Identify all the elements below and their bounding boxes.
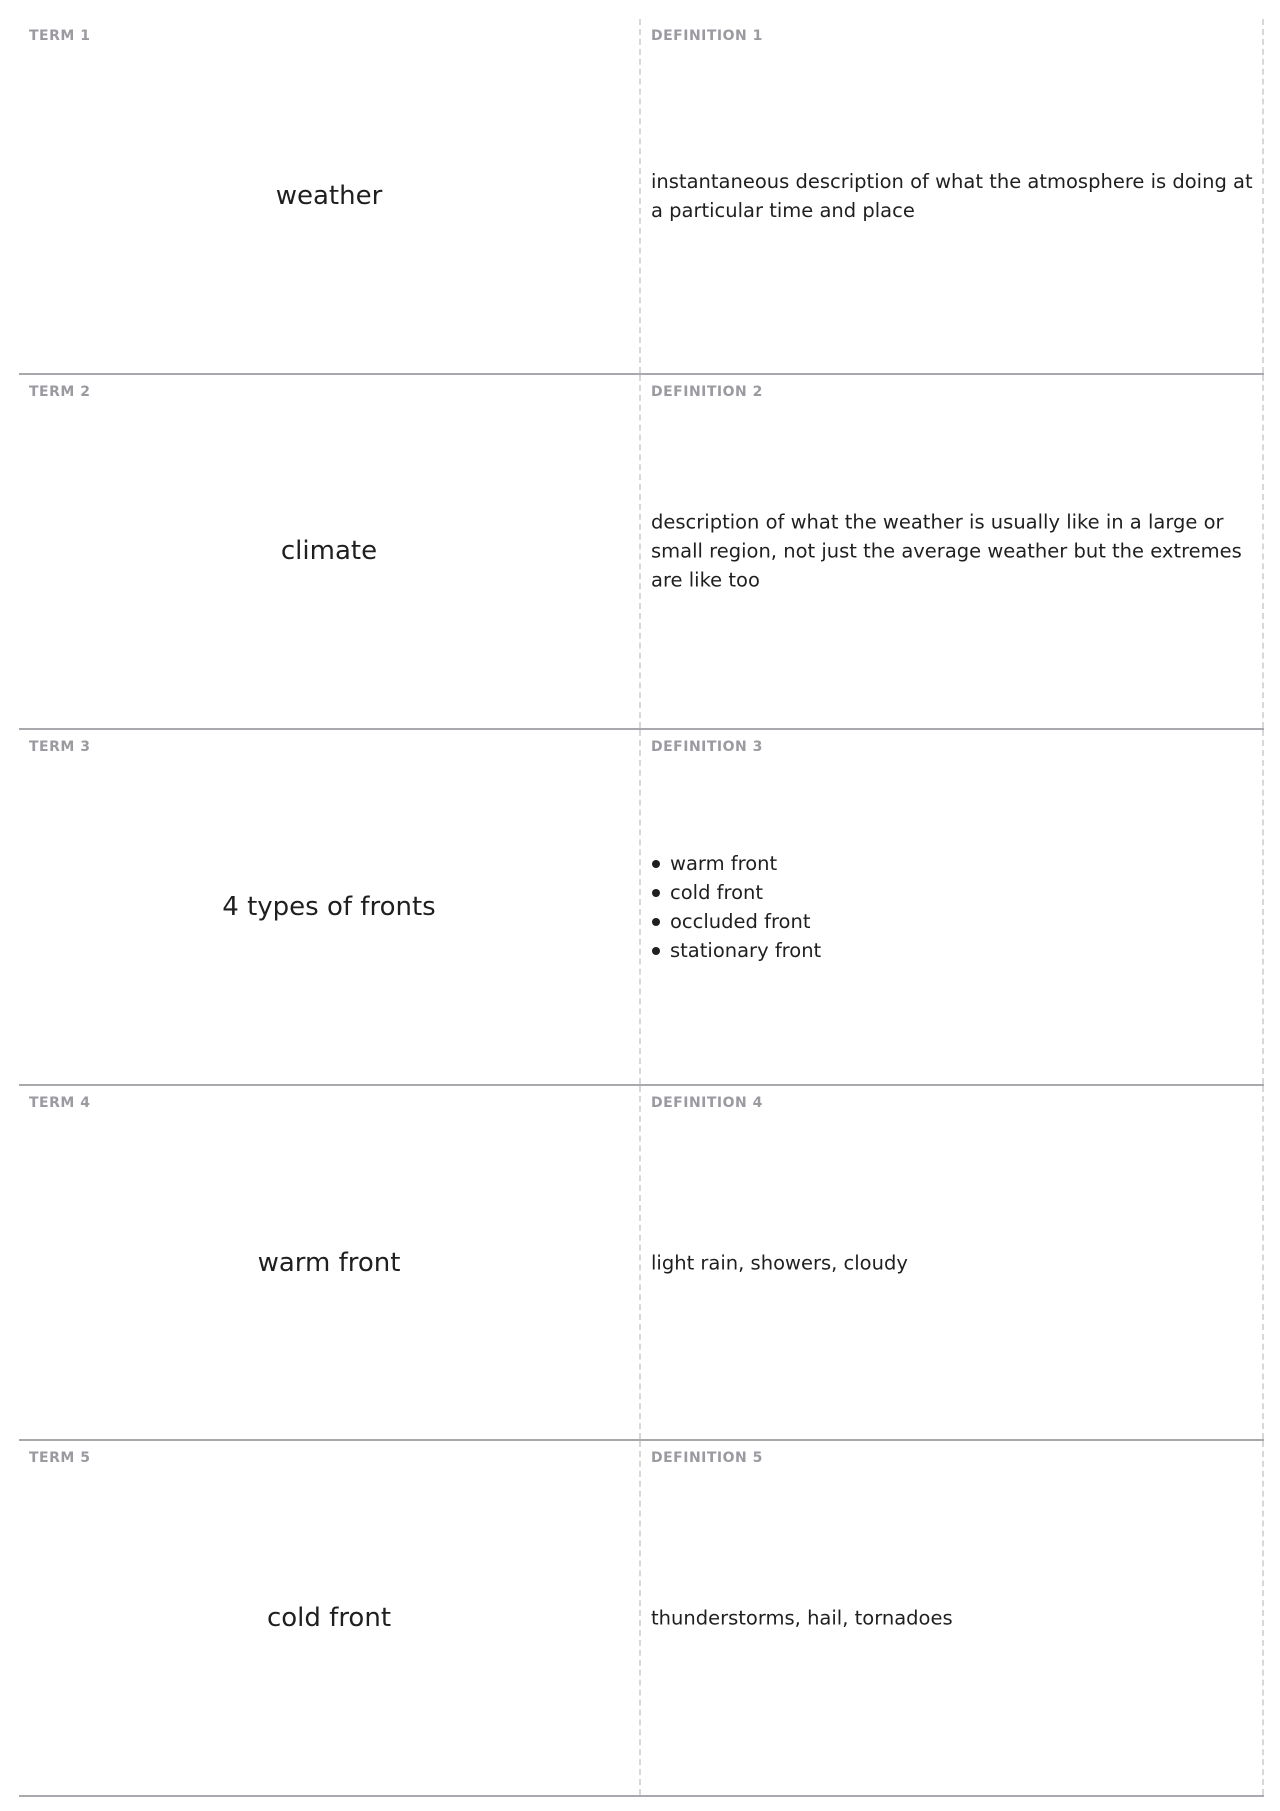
- definition-cell: [641, 19, 1264, 373]
- flashcard-row-5: [19, 1441, 1264, 1797]
- definition-text: light rain, showers, cloudy: [651, 1251, 908, 1275]
- term-text: warm front: [257, 1247, 401, 1278]
- definition-label: DEFINITION 5: [651, 1450, 763, 1467]
- definition-cell: [641, 1441, 1264, 1795]
- flashcard-sheet: [19, 19, 1264, 1797]
- definition-text: thunderstorms, hail, tornadoes: [651, 1606, 953, 1630]
- term-text: 4 types of fronts: [222, 891, 436, 922]
- term-text: climate: [280, 536, 378, 567]
- term-cell: [19, 375, 641, 729]
- flashcard-row-4: [19, 1086, 1264, 1442]
- definition-cell: [641, 1086, 1264, 1440]
- flashcard-row-1: [19, 19, 1264, 375]
- definition-cell: [641, 730, 1264, 1084]
- term-text: weather: [275, 180, 383, 211]
- term-text: cold front: [266, 1603, 392, 1634]
- list-item: stationary front: [651, 936, 1254, 965]
- flashcard-row-2: [19, 375, 1264, 731]
- definition-label: DEFINITION 4: [651, 1094, 763, 1111]
- term-cell: [19, 1086, 641, 1440]
- definition-text: [651, 849, 1254, 965]
- term-label: TERM 1: [29, 28, 91, 44]
- definition-label: DEFINITION 2: [651, 383, 763, 400]
- list-item: cold front: [651, 878, 1254, 907]
- definition-cell: [641, 375, 1264, 729]
- definition-text: description of what the weather is usually like in a large or small region, not just the average weather but the extremes are like too: [651, 510, 1242, 592]
- list-item: warm front: [651, 849, 1254, 878]
- list-item: occluded front: [651, 907, 1254, 936]
- term-cell: [19, 730, 641, 1084]
- term-label: TERM 4: [29, 1094, 91, 1111]
- term-cell: [19, 19, 641, 373]
- term-label: TERM 2: [29, 383, 91, 400]
- term-cell: [19, 1441, 641, 1795]
- flashcard-row-3: [19, 730, 1264, 1086]
- term-label: TERM 3: [29, 739, 91, 756]
- term-label: TERM 5: [29, 1450, 91, 1467]
- definition-bullet-list: [651, 849, 1254, 965]
- definition-text: instantaneous description of what the atmosphere is doing at a particular time and place: [651, 169, 1253, 222]
- definition-label: DEFINITION 1: [651, 28, 763, 44]
- definition-label: DEFINITION 3: [651, 739, 763, 756]
